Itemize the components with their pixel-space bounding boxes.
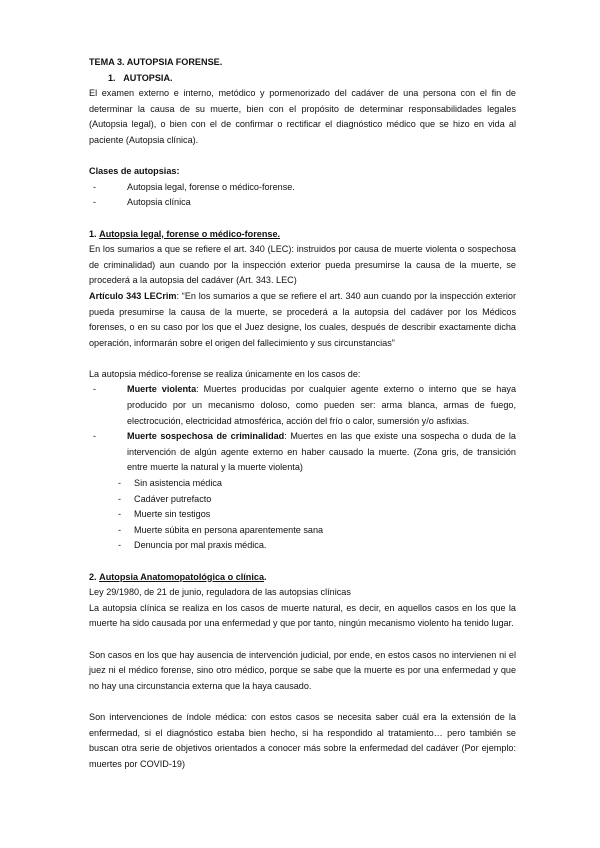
- spacer: [89, 632, 516, 648]
- clinica-paragraph: Son intervenciones de índole médica: con estos casos se necesita saber cuál era la extensión de la enfermedad, si el diagnóstico estaba bien hecho, si ha respondido al tratamiento… pero también se buscan otra serie de objetivos orientados a conocer más sobre la enfermedad del cadáver (Por ejemplo: muertes por COVID-19): [89, 711, 516, 769]
- legal-cases-intro: La autopsia médico-forense se realiza únicamente en los casos de:: [89, 368, 361, 379]
- spacer: [89, 211, 516, 227]
- spacer: [89, 149, 516, 165]
- dash-bullet: -: [93, 197, 97, 208]
- dash-bullet: -: [93, 384, 97, 395]
- spacer: [89, 694, 516, 710]
- clinica-paragraph: La autopsia clínica se realiza en los casos de muerte natural, es decir, en aquellos casos en los que la muerte ha sido causada por una enfermedad y que por tanto, ningún mecanismo violento ha tenido lugar.: [89, 602, 516, 629]
- dash-bullet: -: [118, 509, 122, 520]
- article-343-label: Artículo 343 LECrim: [89, 290, 177, 301]
- document-title: TEMA 3. AUTOPSIA FORENSE.: [89, 57, 223, 67]
- case-label: Muerte sospechosa de criminalidad: [127, 431, 285, 442]
- clases-item: - Autopsia clínica: [89, 195, 516, 211]
- case-muerte-violenta: [89, 382, 516, 429]
- section-1-heading: [89, 71, 516, 87]
- case-label: Muerte violenta: [127, 384, 197, 395]
- dash-bullet: -: [93, 181, 97, 192]
- sospechosa-item: - Cadáver putrefacto: [89, 492, 516, 508]
- dash-bullet: -: [118, 478, 122, 489]
- autopsia-definition: El examen externo e interno, metódico y pormenorizado del cadáver de una persona con el fin de determinar la causa de su muerte, bien con el propósito de determinar responsabilidades legales (Autopsia legal), o bien con el de confirmar o rectificar el diagnóstico médico que se hizo en vida al paciente (Autopsia clínica).: [89, 88, 516, 145]
- spacer: [89, 554, 516, 570]
- article-343-text: : “En los sumarios a que se refiere el art. 340 aun cuando por la inspección exterior pueda presumirse la causa de la muerte, se procederá a la autopsia del cadáver por los Médicos forenses, o en su caso por los que el Juez designe, los cuales, después de describir exactamente dicha operación, informarán sobre el origen del fallecimiento y sus circunstancias”: [89, 290, 516, 348]
- ley-reference: Ley 29/1980, de 21 de junio, reguladora de las autopsias clínicas: [89, 587, 351, 598]
- clinica-paragraph: Son casos en los que hay ausencia de intervención judicial, por ende, en estos casos no intervienen ni el juez ni el médico forense, sino otro médico, porque se sabe que la muerte es por una enfermedad y que no hay una circunstancia externa que la haya causado.: [89, 649, 516, 691]
- legal-title: Autopsia legal, forense o médico-forense.: [99, 228, 281, 239]
- spacer: [89, 351, 516, 367]
- sospechosa-item: - Denuncia por mal praxis médica.: [89, 538, 516, 554]
- clinica-title: Autopsia Anatomopatológica o clínica: [99, 571, 265, 582]
- dash-bullet: -: [118, 540, 122, 551]
- legal-number: 1.: [89, 228, 97, 239]
- dash-bullet: -: [93, 431, 97, 442]
- legal-heading: [89, 227, 516, 243]
- article-343-quote: [89, 289, 516, 351]
- section-1-number: 1.: [108, 72, 116, 83]
- sospechosa-item: - Muerte sin testigos: [89, 507, 516, 523]
- case-muerte-sospechosa: [89, 429, 516, 476]
- legal-paragraph: En los sumarios a que se refiere el art. 340 (LEC): instruidos por causa de muerte violenta o sospechosa de criminalidad) aun cuando por la inspección exterior pueda presumirse la causa de la muerte, se procederá a la autopsia del cadáver (Art. 343. LEC): [89, 244, 516, 286]
- clases-item: - Autopsia legal, forense o médico-forense.: [89, 180, 516, 196]
- clinica-number: 2.: [89, 571, 97, 582]
- clinica-heading: 2. Autopsia Anatomopatológica o clínica.: [89, 571, 267, 582]
- section-1-title: AUTOPSIA.: [123, 72, 173, 83]
- case-text: : Muertes producidas por cualquier agente externo o interno que se haya producido por un mecanismo doloso, como pueden ser: arma blanca, armas de fuego, electrocución, electricidad atmosférica, acción del frío o calor, sumersión y/o asfixias.: [127, 384, 517, 426]
- dash-bullet: -: [118, 493, 122, 504]
- sospechosa-item: - Muerte súbita en persona aparentemente sana: [89, 523, 516, 539]
- sospechosa-item: - Sin asistencia médica: [89, 476, 516, 492]
- dash-bullet: -: [118, 524, 122, 535]
- clases-heading: Clases de autopsias:: [89, 166, 180, 177]
- case-text: : Muertes en las que existe una sospecha o duda de la intervención de algún agente externo en haber causado la muerte. (Zona gris, de transición entre muerte la natural y la muerte violenta): [127, 431, 516, 473]
